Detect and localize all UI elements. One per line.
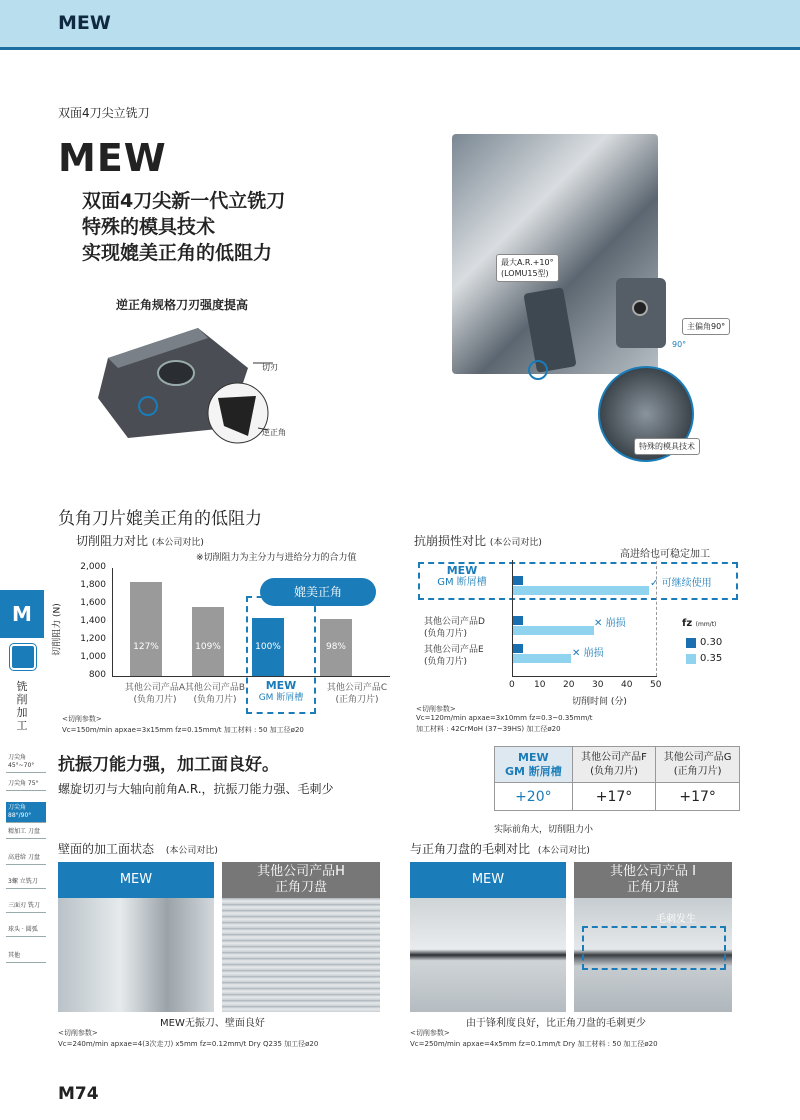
wall-h-l2: 正角刀盘 — [274, 880, 327, 895]
burr-i-l2: 正角刀盘 — [626, 880, 679, 895]
badge-positive-like: 媲美正角 — [260, 578, 376, 606]
insert-screw-icon — [632, 300, 648, 316]
resist-cat-c — [316, 682, 398, 706]
chip-text: 崩损 — [583, 648, 604, 659]
burr-mew-image — [410, 898, 566, 1012]
cat-line: MEW — [265, 679, 297, 692]
resist-title-text: 切削阻力对比 — [76, 534, 149, 548]
sidebar-tab-side-cutter[interactable]: 三面刃 铣刀 — [6, 900, 46, 913]
callout-lead: 主偏角90° — [682, 318, 730, 335]
burr-title-note: (本公司对比) — [537, 846, 590, 856]
chip-cat-d — [424, 616, 508, 640]
wall-title-text: 壁面的加工面状态 — [58, 842, 155, 856]
resist-ylabel: 切削阻力 (N) — [52, 603, 63, 656]
sidebar-tab-75[interactable]: 刀尖角 75° — [6, 778, 46, 791]
burr-i-label — [574, 862, 732, 898]
section2-desc: 螺旋切刃与大轴向前角A.R.，抗振刀能力强、毛刺少 — [58, 782, 334, 796]
wall-caption: MEW无振刀、壁面良好 — [160, 1018, 265, 1029]
cat-line: 其他公司产品E — [424, 645, 484, 655]
sidebar-tab-high-feed[interactable]: 高进给 刀盘 — [6, 852, 46, 865]
fz-unit: (mm/t) — [695, 621, 717, 628]
burr-caption: 由于锋利度良好，比正角刀盘的毛刺更少 — [466, 1018, 646, 1029]
chip-text: 崩损 — [605, 618, 626, 629]
wall-params-label: <切削参数> — [58, 1029, 98, 1037]
burr-title-text: 与正角刀盘的毛刺对比 — [410, 842, 531, 856]
chip-label-e — [572, 644, 604, 659]
burr-params: Vc=250m/min apxae=4x5mm fz=0.1mm/t Dry 加工材料 : 50 加工径ø20 — [410, 1040, 658, 1048]
ytick: 1,000 — [80, 652, 106, 662]
chip-plot — [512, 560, 662, 678]
xtick: 30 — [592, 680, 604, 690]
wall-mew-label: MEW — [58, 862, 214, 898]
xtick: 20 — [563, 680, 575, 690]
xtick: 40 — [621, 680, 633, 690]
chip-params-1: Vc=120m/min apxae=3x10mm fz=0.3~0.35mm/t — [416, 714, 593, 722]
page-number: M74 — [58, 1084, 99, 1104]
cat-line: (负角刀片) — [133, 695, 177, 705]
chip-note-top: 高进给也可稳定加工 — [620, 549, 710, 560]
chip-params-label: <切削参数> — [416, 705, 456, 713]
ytick: 1,200 — [80, 634, 106, 644]
product-title: MEW — [58, 136, 167, 180]
resist-params-label: <切削参数> — [62, 715, 102, 723]
xtick: 50 — [650, 680, 662, 690]
cat-line: (正角刀片) — [335, 695, 379, 705]
wall-h-photo — [222, 862, 380, 1012]
sidebar-tab-45-70[interactable]: 刀尖角 45°~70° — [6, 752, 46, 773]
rake-angle-table — [494, 746, 740, 811]
cat-line: 其他公司产品A — [124, 683, 186, 693]
chip-title-text: 抗崩损性对比 — [414, 534, 487, 548]
head-line: MEW — [518, 750, 549, 764]
callout-ar — [496, 254, 559, 282]
chip-xlabel: 切削时间 (分) — [572, 697, 627, 707]
cat-line: (负角刀片) — [424, 657, 468, 667]
resist-cat-mew — [246, 680, 316, 704]
legend-035: 0.35 — [700, 653, 723, 664]
sidebar-section-letter: M — [0, 590, 44, 638]
xtick: 0 — [509, 680, 515, 690]
burr-mew-photo — [410, 862, 566, 1012]
cross-icon: ✕ — [572, 648, 581, 659]
cat-line: 其他公司产品D — [424, 617, 485, 627]
milling-icon — [10, 644, 36, 670]
cat-line: GM 断屑槽 — [258, 693, 304, 703]
chip-cat-e — [424, 644, 508, 668]
legend-swatch-035 — [686, 654, 696, 664]
check-icon: ✓ — [650, 578, 659, 589]
ytick: 800 — [88, 670, 106, 680]
burr-label: 毛刺发生 — [656, 914, 696, 925]
cat-line: (负角刀片) — [193, 695, 237, 705]
chip-x-axis — [512, 676, 657, 677]
chip-chart-title — [414, 532, 542, 549]
resist-params: Vc=150m/min apxae=3x15mm fz=0.15mm/t 加工材料 : 50 加工径ø20 — [62, 726, 304, 734]
head-line: 其他公司产品F — [581, 751, 647, 763]
callout-ar-sub: (LOMU15型) — [501, 269, 549, 278]
chip-label-d — [594, 614, 626, 629]
wall-title-note: (本公司对比) — [165, 846, 218, 856]
callout-edge: 切刃 — [262, 363, 278, 372]
head-line: (负角刀片) — [590, 765, 638, 777]
chip-params-2: 加工材料 : 42CrMoH (37~39HS) 加工径ø20 — [416, 725, 561, 733]
fz-label: fz — [682, 618, 693, 629]
chip-bar-035 — [513, 654, 571, 663]
cat-line: MEW — [446, 564, 478, 577]
chip-bar-030 — [513, 616, 523, 625]
cross-icon: ✕ — [594, 618, 603, 629]
rake-head-g — [656, 747, 740, 783]
tagline-1: 双面4刀尖新一代立铣刀 — [82, 190, 286, 212]
section2-title: 抗振刀能力强，加工面良好。 — [58, 755, 279, 775]
chip-title-note: (本公司对比) — [489, 538, 542, 548]
detail-circle-icon — [528, 360, 548, 380]
wall-mew-image — [58, 898, 214, 1012]
header-title: MEW — [58, 12, 111, 34]
head-line: GM 断屑槽 — [504, 764, 562, 778]
ytick: 1,400 — [80, 616, 106, 626]
head-line: (正角刀片) — [673, 765, 722, 777]
ytick: 1,800 — [80, 580, 106, 590]
chip-bar-035 — [513, 586, 649, 595]
rake-head-mew — [495, 747, 573, 783]
callout-angle: 90° — [672, 340, 687, 349]
wall-title — [58, 840, 218, 857]
resist-bar-label: 109% — [195, 642, 221, 652]
resist-chart-title — [76, 532, 204, 549]
rake-caption: 实际前角大，切削阻力小 — [494, 825, 594, 835]
burr-mew-label: MEW — [410, 862, 566, 898]
rake-val-f: +17° — [572, 783, 656, 811]
resist-bar-label: 127% — [133, 642, 159, 652]
cat-line: 其他公司产品C — [326, 683, 388, 693]
resist-bar-label: 98% — [325, 642, 346, 652]
head-line: 其他公司产品G — [663, 751, 732, 763]
resist-bar-label: 100% — [255, 642, 281, 652]
chip-xticks — [509, 680, 672, 692]
chip-bar-030 — [513, 576, 523, 585]
wall-h-l1: 其他公司产品H — [257, 864, 345, 879]
legend-title — [682, 618, 716, 629]
cat-line: 其他公司产品B — [184, 683, 246, 693]
resist-cat-b — [174, 682, 256, 706]
wall-h-label — [222, 862, 380, 898]
chip-cat-mew — [424, 565, 500, 589]
product-subtitle: 双面4刀尖立铣刀 — [58, 106, 150, 120]
ytick: 2,000 — [80, 562, 106, 572]
tagline-3: 实现媲美正角的低阻力 — [82, 242, 273, 264]
cat-line: GM 断屑槽 — [437, 577, 487, 588]
cat-line: (负角刀片) — [424, 629, 468, 639]
sidebar-tab-endmill[interactable]: 3螺 立铣刀 — [6, 876, 46, 889]
rake-val-g: +17° — [656, 783, 740, 811]
callout-mold: 特殊的模具技术 — [634, 438, 700, 455]
burr-params-label: <切削参数> — [410, 1029, 450, 1037]
sidebar-tab-finishing[interactable]: 精加工 刀盘 — [6, 826, 46, 839]
callout-rake: 逆正角 — [262, 428, 286, 437]
ytick: 1,600 — [80, 598, 106, 608]
wall-h-image — [222, 898, 380, 1012]
wall-params: Vc=240m/min apxae=4(3次走刀) x5mm fz=0.12mm/t Dry Q235 加工径ø20 — [58, 1040, 319, 1048]
rake-head-f — [572, 747, 656, 783]
rake-val-mew: +20° — [495, 783, 573, 811]
wall-mew-photo — [58, 862, 214, 1012]
continue-text: 可继续使用 — [661, 578, 712, 589]
section1-title: 负角刀片媲美正角的低阻力 — [58, 509, 262, 529]
xtick: 10 — [534, 680, 546, 690]
continue-label — [650, 574, 712, 589]
tagline-2: 特殊的模具技术 — [82, 216, 216, 238]
burr-title — [410, 840, 590, 857]
sidebar-tab-88-90[interactable]: 刀尖角 88°/90° — [6, 802, 46, 823]
page-header — [0, 0, 800, 50]
callout-ar-text: 最大A.R.+10° — [501, 258, 554, 267]
resist-y-axis — [112, 568, 113, 676]
sidebar-tab-ball-radius[interactable]: 球头 · 圆弧 — [6, 924, 46, 937]
resist-title-note: (本公司对比) — [151, 538, 204, 548]
sidebar-tab-other[interactable]: 其他 — [6, 950, 46, 963]
chip-bar-035 — [513, 626, 594, 635]
burr-i-l1: 其他公司产品 I — [610, 864, 696, 879]
legend-swatch-030 — [686, 638, 696, 648]
resist-bar — [130, 582, 162, 676]
resist-note: ※切削阻力为主分力与进给分力的合力值 — [196, 553, 357, 563]
chip-bar-030 — [513, 644, 523, 653]
sidebar-vertical-label: 铣削加工 — [16, 680, 28, 732]
legend-030: 0.30 — [700, 637, 723, 648]
burr-highlight — [582, 926, 726, 970]
insert-caption: 逆正角规格刀刃强度提高 — [116, 298, 249, 312]
